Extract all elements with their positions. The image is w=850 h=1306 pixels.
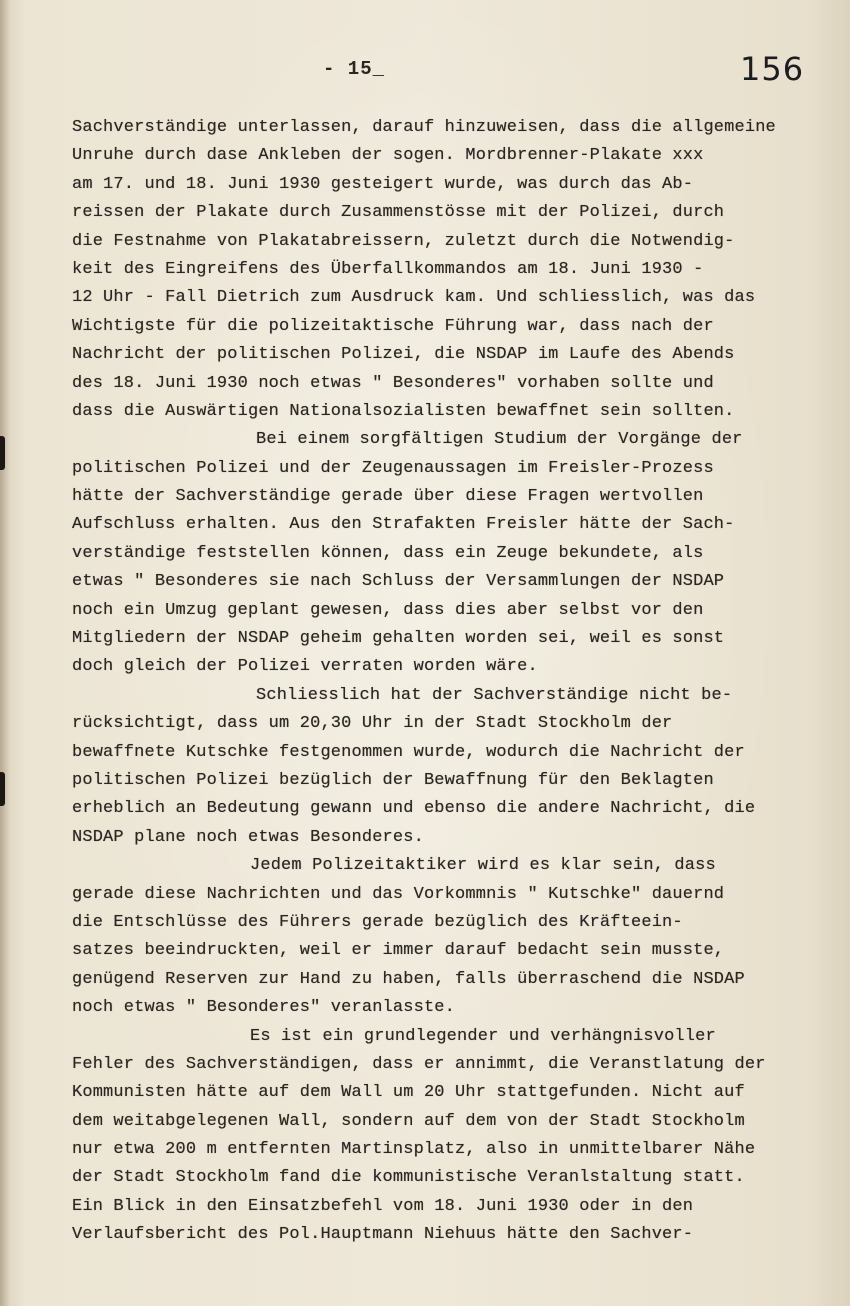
typed-page-number: - 15_ [323,58,386,80]
text-line: reissen der Plakate durch Zusammenstösse mit der Polizei, durch [72,203,725,223]
text-line: am 17. und 18. Juni 1930 gesteigert wurde, was durch das Ab- [72,174,694,194]
text-line: bewaffnete Kutschke festgenommen wurde, wodurch die Nachricht der [72,742,745,762]
text-line: Fehler des Sachverständigen, dass er annimmt, die Veranstlatung der [72,1054,766,1074]
paragraph-start-line: Es ist ein grundlegender und verhängnisvoller [250,1026,716,1046]
text-line: noch etwas " Besonderes" veranlasste. [72,998,456,1018]
text-line: Ein Blick in den Einsatzbefehl vom 18. Juni 1930 oder in den [72,1196,694,1216]
text-line: die Festnahme von Plakatabreissern, zuletzt durch die Notwendig- [72,231,735,251]
text-line: Mitgliedern der NSDAP geheim gehalten worden sei, weil es sonst [72,629,725,649]
text-line: Kommunisten hätte auf dem Wall um 20 Uhr stattgefunden. Nicht auf [72,1083,745,1103]
paragraph-start-line: Jedem Polizeitaktiker wird es klar sein, dass [250,856,716,876]
text-line: gerade diese Nachrichten und das Vorkommnis " Kutschke" dauernd [72,884,725,904]
punch-hole-upper [0,436,5,470]
text-line: erheblich an Bedeutung gewann und ebenso die andere Nachricht, die [72,799,756,819]
text-line: Nachricht der politischen Polizei, die NSDAP im Laufe des Abends [72,345,735,365]
text-line: satzes beeindruckten, weil er immer darauf bedacht sein musste, [72,941,725,961]
text-line: der Stadt Stockholm fand die kommunistische Veranlstaltung statt. [72,1168,745,1188]
typewritten-body [72,114,842,1250]
text-line: doch gleich der Polizei verraten worden wäre. [72,657,538,677]
punch-hole-lower [0,772,5,806]
page-edge-shadow [0,0,10,1306]
text-line: Wichtigste für die polizeitaktische Führung war, dass nach der [72,316,714,336]
text-line: die Entschlüsse des Führers gerade bezüglich des Kräfteein- [72,912,683,932]
text-line: hätte der Sachverständige gerade über diese Fragen wertvollen [72,487,704,507]
text-line: Sachverständige unterlassen, darauf hinzuweisen, dass die allgemeine [72,118,776,137]
text-line: Unruhe durch dase Ankleben der sogen. Mordbrenner-Plakate xxx [72,146,704,166]
text-line: dass die Auswärtigen Nationalsozialisten bewaffnet sein sollten. [72,401,735,421]
paragraph-start-line: Schliesslich hat der Sachverständige nicht be- [256,685,733,705]
text-line: keit des Eingreifens des Überfallkommandos am 18. Juni 1930 - [72,259,704,279]
paragraph-start-line: Bei einem sorgfältigen Studium der Vorgänge der [256,430,743,450]
text-line: noch ein Umzug geplant gewesen, dass dies aber selbst vor den [72,600,704,620]
text-line: nur etwa 200 m entfernten Martinsplatz, also in unmittelbarer Nähe [72,1140,756,1160]
text-line: rücksichtigt, dass um 20,30 Uhr in der Stadt Stockholm der [72,714,673,734]
handwritten-page-number: 156 [740,50,805,88]
text-line: politischen Polizei und der Zeugenaussagen im Freisler-Prozess [72,458,714,478]
text-line: des 18. Juni 1930 noch etwas " Besonderes" vorhaben sollte und [72,373,714,393]
text-line: genügend Reserven zur Hand zu haben, falls überraschend die NSDAP [72,969,745,989]
text-line: 12 Uhr - Fall Dietrich zum Ausdruck kam. Und schliesslich, was das [72,288,756,308]
text-line: dem weitabgelegenen Wall, sondern auf dem von der Stadt Stockholm [72,1111,745,1131]
text-line: Verlaufsbericht des Pol.Hauptmann Niehuus hätte den Sachver- [72,1225,694,1245]
text-line: NSDAP plane noch etwas Besonderes. [72,827,424,847]
text-line: Aufschluss erhalten. Aus den Strafakten Freisler hätte der Sach- [72,515,735,535]
text-line: etwas " Besonderes sie nach Schluss der Versammlungen der NSDAP [72,572,725,592]
text-line: politischen Polizei bezüglich der Bewaffnung für den Beklagten [72,770,714,790]
text-line: verständige feststellen können, dass ein Zeuge bekundete, als [72,543,704,563]
